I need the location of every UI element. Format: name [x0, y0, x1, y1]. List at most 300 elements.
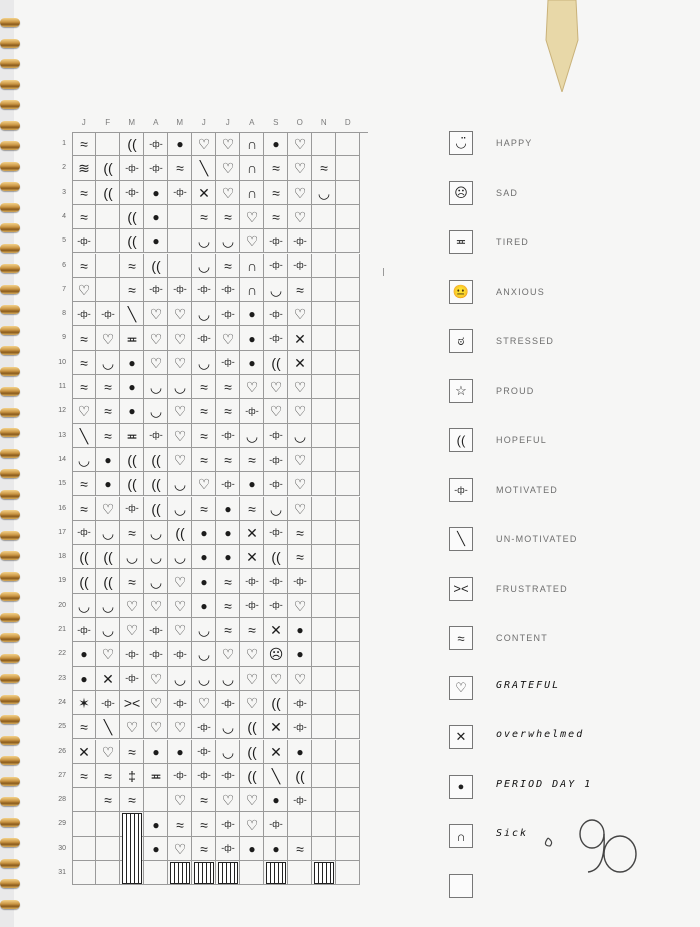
month-label: A: [249, 118, 255, 127]
drop-icon: ●: [152, 841, 160, 856]
grid-cell: [312, 788, 336, 812]
mood-mark: ((: [151, 257, 161, 274]
spiral-ring: [0, 244, 20, 253]
mood-mark: ((: [151, 500, 161, 517]
mood-mark: ♡: [149, 695, 163, 712]
mood-mark: ♡: [101, 646, 115, 663]
mood-mark: ◡: [149, 549, 163, 566]
mood-mark: -ф-: [149, 648, 163, 659]
mood-mark: ◡: [317, 184, 331, 201]
legend-label: SAD: [496, 187, 519, 198]
mood-mark: ((: [271, 695, 281, 712]
month-label: M: [176, 118, 184, 127]
mood-mark: -ф-: [149, 162, 163, 173]
grid-cell: [312, 667, 336, 691]
spiral-ring: [0, 572, 20, 581]
grid-cell: [96, 229, 120, 253]
day-number: 21: [58, 626, 66, 633]
spiral-ring: [0, 469, 20, 478]
spiral-ring: [0, 285, 20, 294]
mood-mark: ◡: [221, 670, 235, 687]
drop-icon: ●: [152, 185, 160, 200]
mood-mark: ≈: [272, 209, 280, 226]
month-label: J: [225, 118, 231, 127]
grid-cell: [336, 278, 360, 302]
legend-label: overwhelmed: [496, 729, 585, 740]
drop-icon: ●: [248, 307, 256, 322]
mood-mark: ≈: [200, 379, 208, 396]
grid-cell: [312, 302, 336, 326]
mood-mark: ♡: [149, 354, 163, 371]
spiral-ring: [0, 551, 20, 560]
mood-mark: ♡: [77, 281, 91, 298]
month-label: M: [128, 118, 136, 127]
grid-cell: [336, 764, 360, 788]
month-label: A: [153, 118, 159, 127]
drop-icon: ●: [200, 574, 208, 589]
mood-mark: -ф-: [197, 284, 211, 295]
grid-cell: [336, 837, 360, 861]
mood-mark: -ф-: [149, 284, 163, 295]
day-number: 13: [58, 431, 66, 439]
month-label: J: [81, 118, 87, 127]
drop-icon: ●: [104, 477, 112, 492]
stressed-face-icon: ಠ: [449, 329, 473, 353]
mood-mark: ((: [127, 452, 137, 469]
drop-icon: ●: [200, 598, 208, 613]
mood-mark: ╲: [127, 306, 137, 323]
legend-label: ANXIOUS: [496, 286, 545, 297]
mood-mark: ((: [79, 549, 89, 566]
grid-cell: [312, 399, 336, 423]
mood-mark: ♡: [197, 695, 211, 712]
mood-mark: ✕: [246, 524, 258, 541]
grid-cell: [336, 254, 360, 278]
legend-item: [449, 775, 689, 805]
day-number: 31: [58, 869, 66, 876]
grid-cell: [336, 132, 360, 156]
mood-mark: ((: [103, 549, 113, 566]
mood-mark: ((: [127, 476, 137, 493]
mood-mark: ≈: [200, 209, 208, 226]
mood-mark: ≈: [128, 281, 136, 298]
rainbow-lines-icon: ((: [449, 428, 473, 452]
mood-mark: ♡: [173, 622, 187, 639]
day-number: 3: [62, 188, 66, 196]
mood-mark: ♡: [245, 209, 259, 226]
page-mark: [383, 268, 384, 276]
slash-icon: ╲: [449, 527, 473, 551]
mood-mark: ≈: [80, 476, 88, 493]
mood-mark: -ф-: [269, 235, 283, 246]
mood-mark: ≈: [200, 816, 208, 833]
day-number: 8: [62, 310, 66, 318]
mood-mark: -ф-: [77, 308, 91, 319]
spiral-ring: [0, 428, 20, 437]
mood-mark: -ф-: [269, 527, 283, 538]
mood-mark: -ф-: [269, 260, 283, 271]
mood-mark: ✕: [246, 549, 258, 566]
empty-box: [449, 874, 473, 898]
grid-cell: [240, 861, 264, 885]
mood-mark: ♡: [125, 719, 139, 736]
mood-mark: -ф-: [101, 308, 115, 319]
grid-cell: [336, 326, 360, 350]
mood-mark: ♡: [77, 403, 91, 420]
grid-cell: [72, 861, 96, 885]
grid-cell: [96, 861, 120, 885]
spiral-ring: [0, 695, 20, 704]
mood-mark: ≈: [272, 160, 280, 177]
mood-mark: ♡: [149, 597, 163, 614]
legend-label: Sick: [496, 828, 529, 839]
grid-cell: [312, 740, 336, 764]
grid-cell: [168, 229, 192, 253]
mood-mark: ≖: [126, 330, 138, 347]
spiral-ring: [0, 797, 20, 806]
mood-mark: ◡: [173, 670, 187, 687]
mood-mark: ♡: [293, 136, 307, 153]
mood-mark: -ф-: [125, 162, 139, 173]
mood-mark: ◡: [197, 646, 211, 663]
spiral-ring: [0, 490, 20, 499]
grid-cell: [312, 472, 336, 496]
grid-cell: [336, 788, 360, 812]
legend-label: HAPPY: [496, 138, 533, 148]
grid-cell: [288, 812, 312, 836]
mood-mark: ((: [151, 452, 161, 469]
grid-cell: [312, 229, 336, 253]
grid-cell: [336, 521, 360, 545]
mood-mark: -ф-: [197, 721, 211, 732]
mood-mark: ◡: [221, 743, 235, 760]
mood-mark: ≈: [80, 379, 88, 396]
mood-mark: ≈: [296, 524, 304, 541]
drop-icon: ●: [272, 841, 280, 856]
mood-mark: ≈: [80, 136, 88, 153]
mood-mark: -ф-: [77, 527, 91, 538]
day-number: 30: [58, 844, 66, 852]
star-icon: ☆: [449, 379, 473, 403]
legend-item: [449, 329, 689, 359]
crossed-out-cell: [266, 862, 286, 884]
spiral-ring: [0, 756, 20, 765]
legend-item: [449, 280, 689, 310]
mood-mark: ◡: [173, 500, 187, 517]
mood-mark: ≈: [224, 209, 232, 226]
legend-item: [449, 478, 689, 508]
mood-mark: ♡: [293, 209, 307, 226]
grid-cell: [168, 254, 192, 278]
grid-cell: [312, 569, 336, 593]
mood-mark: ◡: [197, 354, 211, 371]
mood-mark: -ф-: [221, 697, 235, 708]
mood-mark: ≈: [224, 597, 232, 614]
grid-cell: [336, 424, 360, 448]
spiral-ring: [0, 674, 20, 683]
legend-item: [449, 181, 689, 211]
mood-mark: ((: [103, 160, 113, 177]
mood-mark: ✶: [78, 695, 90, 712]
mood-mark: ◡: [101, 524, 115, 541]
mood-mark: ♡: [149, 306, 163, 323]
mood-mark: ♡: [149, 670, 163, 687]
day-number: 20: [58, 601, 66, 609]
grid-cell: [336, 667, 360, 691]
mood-mark: -ф-: [125, 673, 139, 684]
mood-mark: ♡: [149, 719, 163, 736]
mood-mark: ≋: [78, 160, 90, 177]
mood-mark: ≈: [80, 330, 88, 347]
mood-mark: ≈: [200, 840, 208, 857]
spiral-ring: [0, 305, 20, 314]
mood-mark: ≈: [128, 743, 136, 760]
spiral-ring: [0, 59, 20, 68]
mood-mark: -ф-: [221, 478, 235, 489]
grid-cell: [312, 764, 336, 788]
spiral-ring: [0, 818, 20, 827]
mood-mark: ♡: [293, 500, 307, 517]
spiral-ring: [0, 613, 20, 622]
mood-mark: ♡: [221, 792, 235, 809]
grid-cell: [336, 861, 360, 885]
spiral-ring: [0, 346, 20, 355]
mood-mark: ≈: [200, 427, 208, 444]
mood-mark: ≈: [176, 816, 184, 833]
grid-cell: [336, 715, 360, 739]
grid-cell: [336, 181, 360, 205]
grid-cell: [336, 399, 360, 423]
mood-mark: -ф-: [269, 576, 283, 587]
spiral-ring: [0, 182, 20, 191]
mood-mark: -ф-: [269, 600, 283, 611]
drop-icon: ●: [272, 137, 280, 152]
mood-mark: ◡: [293, 427, 307, 444]
mood-mark: ≈: [128, 573, 136, 590]
mood-mark: ≈: [224, 452, 232, 469]
mood-mark: -ф-: [293, 697, 307, 708]
mood-mark: ≈: [176, 160, 184, 177]
tired-face-icon: ≖: [449, 230, 473, 254]
sun-icon: -ф-: [449, 478, 473, 502]
mood-mark: -ф-: [245, 600, 259, 611]
mood-mark: ✕: [198, 184, 210, 201]
drop-icon: ●: [224, 550, 232, 565]
mood-mark: -ф-: [197, 770, 211, 781]
grid-cell: [336, 569, 360, 593]
mood-mark: ≈: [80, 354, 88, 371]
day-number: 28: [58, 796, 66, 804]
happy-face-icon: ◡̈: [449, 131, 473, 155]
spiral-ring: [0, 326, 20, 335]
spiral-ring: [0, 531, 20, 540]
mood-mark: -ф-: [269, 478, 283, 489]
mood-mark: -ф-: [269, 430, 283, 441]
legend-label: CONTENT: [496, 633, 548, 643]
spiral-ring: [0, 18, 20, 27]
spiral-ring: [0, 510, 20, 519]
drop-icon: ●: [152, 210, 160, 225]
mood-mark: ◡: [125, 549, 139, 566]
mood-mark: ((: [127, 233, 137, 250]
mood-mark: ◡: [221, 719, 235, 736]
mood-mark: ≈: [248, 500, 256, 517]
mood-mark: ☹: [268, 646, 284, 663]
mood-mark: ≈: [224, 403, 232, 420]
mood-mark: ≈: [200, 500, 208, 517]
mood-mark: ≈: [80, 257, 88, 274]
mood-mark: ✕: [102, 670, 114, 687]
mood-mark: ≈: [128, 524, 136, 541]
mood-mark: ◡: [197, 306, 211, 323]
day-number: 11: [58, 383, 66, 390]
spiral-ring: [0, 838, 20, 847]
legend-label: PERIOD DAY 1: [496, 778, 593, 790]
wave-icon: ≈: [449, 626, 473, 650]
mood-mark: ♡: [173, 354, 187, 371]
day-number: 4: [62, 212, 66, 220]
mood-mark: ((: [271, 354, 281, 371]
mood-mark: -ф-: [269, 819, 283, 830]
legend-item: [449, 725, 689, 755]
mood-mark: -ф-: [173, 648, 187, 659]
mood-mark: -ф-: [293, 235, 307, 246]
legend-label: MOTIVATED: [496, 484, 558, 495]
mood-mark: -ф-: [293, 794, 307, 805]
day-number: 17: [58, 528, 66, 536]
mood-mark: ◡: [101, 597, 115, 614]
day-number: 27: [58, 771, 66, 779]
drop-icon: ●: [176, 137, 184, 152]
mood-mark: ≈: [224, 379, 232, 396]
legend-item: [449, 230, 689, 260]
mood-mark: ♡: [293, 597, 307, 614]
mood-mark: ◡: [197, 257, 211, 274]
mood-mark: ♡: [197, 476, 211, 493]
day-number: 23: [58, 674, 66, 682]
mood-mark: -ф-: [197, 746, 211, 757]
mood-mark: ◡: [197, 622, 211, 639]
grid-cell: [336, 472, 360, 496]
grid-cell: [336, 812, 360, 836]
mood-mark: ≈: [248, 622, 256, 639]
grid-cell: [144, 861, 168, 885]
mood-mark: ◡: [149, 379, 163, 396]
mood-mark: -ф-: [221, 357, 235, 368]
mood-mark: -ф-: [221, 819, 235, 830]
mood-mark: ◡: [197, 233, 211, 250]
mood-mark: ◡: [77, 452, 91, 469]
mood-mark: -ф-: [293, 260, 307, 271]
mood-mark: ✕: [78, 743, 90, 760]
mood-mark: ((: [79, 573, 89, 590]
legend-label: TIRED: [496, 237, 529, 247]
mood-mark: ♡: [149, 330, 163, 347]
spiral-ring: [0, 387, 20, 396]
mood-mark: ♡: [293, 160, 307, 177]
grid-cell: [96, 254, 120, 278]
mood-mark: ♡: [245, 379, 259, 396]
month-label: F: [105, 118, 111, 127]
spiral-binding: [0, 0, 22, 927]
spiral-ring: [0, 39, 20, 48]
mood-mark: ≈: [200, 403, 208, 420]
x-cross-icon: ✕: [449, 725, 473, 749]
mood-mark: ∩: [246, 160, 258, 177]
day-number: 26: [58, 747, 66, 755]
grid-cell: [336, 740, 360, 764]
mood-mark: ≈: [104, 767, 112, 784]
mood-mark: ((: [103, 573, 113, 590]
grid-cell: [336, 156, 360, 180]
spiral-ring: [0, 592, 20, 601]
grid-cell: [312, 205, 336, 229]
mood-mark: -ф-: [293, 721, 307, 732]
drop-icon: ●: [152, 744, 160, 759]
mood-mark: ✕: [270, 743, 282, 760]
mood-mark: ((: [103, 184, 113, 201]
mood-mark: ✕: [294, 354, 306, 371]
grid-cell: [336, 229, 360, 253]
mood-mark: ◡: [149, 573, 163, 590]
drop-icon: ●: [272, 793, 280, 808]
month-label: N: [320, 118, 328, 127]
mood-mark: ≈: [80, 209, 88, 226]
grid-cell: [312, 837, 336, 861]
grid-cell: [312, 424, 336, 448]
spiral-ring: [0, 80, 20, 89]
legend-item: [449, 676, 689, 706]
mood-mark: -ф-: [269, 308, 283, 319]
grid-cell: [312, 812, 336, 836]
grid-cell: [96, 132, 120, 156]
mood-mark: ≈: [104, 427, 112, 444]
mood-mark: ♡: [173, 840, 187, 857]
drop-icon: ●: [296, 623, 304, 638]
day-number: 18: [58, 553, 66, 561]
crossed-out-cell: [314, 862, 334, 884]
drop-icon: ●: [200, 550, 208, 565]
grid-cell: [144, 788, 168, 812]
grid-cell: [336, 351, 360, 375]
mood-mark: -ф-: [269, 454, 283, 465]
grid-cell: [72, 837, 96, 861]
mood-mark: ♡: [293, 379, 307, 396]
grid-cell: [72, 812, 96, 836]
mood-mark: ≈: [224, 257, 232, 274]
spiral-ring: [0, 633, 20, 642]
mood-mark: ♡: [293, 476, 307, 493]
mood-mark: ♡: [245, 670, 259, 687]
mood-mark: -ф-: [77, 235, 91, 246]
mood-mark: ((: [247, 719, 257, 736]
drop-icon: ●: [224, 501, 232, 516]
day-number: 1: [62, 140, 66, 147]
grid-cell: [96, 205, 120, 229]
day-number: 10: [58, 358, 66, 366]
drop-icon: ●: [248, 477, 256, 492]
mood-mark: ‡: [128, 767, 136, 784]
grid-cell: [336, 545, 360, 569]
mood-mark: ≈: [104, 403, 112, 420]
mood-mark: ∩: [246, 257, 258, 274]
mood-mark: ≈: [224, 573, 232, 590]
mood-mark: ♡: [269, 403, 283, 420]
legend-label: GRATEFUL: [496, 679, 561, 691]
day-number: 9: [62, 334, 66, 342]
legend-item: [449, 131, 689, 161]
mood-mark: ((: [127, 136, 137, 153]
